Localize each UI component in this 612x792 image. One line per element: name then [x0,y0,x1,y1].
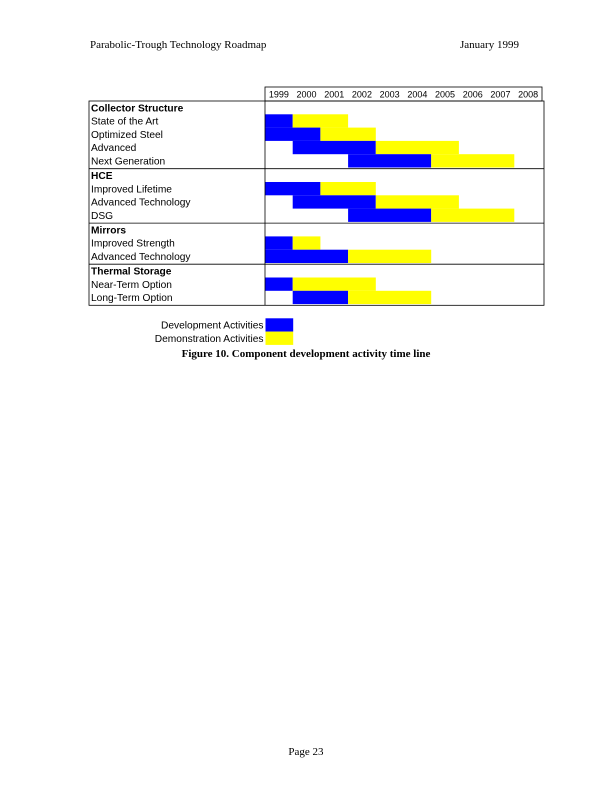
running-header-date: January 1999 [460,39,519,51]
development-bar [348,209,431,222]
row-label: Long-Term Option [91,293,173,305]
year-label: 1999 [268,89,289,100]
development-bar [265,114,293,127]
demonstration-bar [320,182,375,195]
year-label: 2004 [407,89,428,100]
legend-demonstration-label: Demonstration Activities [154,333,264,345]
group-heading: HCE [91,171,113,182]
row-label: Optimized Steel [91,129,163,141]
development-bar [265,236,293,249]
demonstration-bar [293,236,321,249]
development-bar [265,128,320,141]
group-heading: Thermal Storage [91,266,172,278]
year-label: 2005 [435,89,456,100]
legend-demonstration-swatch [266,332,294,345]
row-label: Advanced Technology [91,197,191,209]
demonstration-bar [293,114,348,127]
year-label: 2007 [490,89,511,100]
year-label: 2002 [351,89,372,100]
row-label: Improved Strength [91,238,175,250]
row-label: Next Generation [91,156,166,168]
development-bar [265,182,320,195]
demonstration-bar [431,209,514,222]
row-label: Advanced [91,143,137,155]
year-label: 2003 [379,89,400,100]
year-label: 2001 [324,89,345,100]
row-label: Near-Term Option [91,279,172,291]
row-label: Improved Lifetime [91,184,172,196]
group-heading: Mirrors [91,225,127,237]
page-number: Page 23 [288,746,324,758]
development-bar [293,141,376,154]
year-label: 2008 [518,89,539,100]
legend-development-swatch [266,318,294,331]
group-heading: Collector Structure [91,103,184,115]
development-bar [265,250,348,263]
row-label: DSG [91,210,114,222]
demonstration-bar [320,128,375,141]
year-label: 2000 [296,89,317,100]
development-bar [265,278,293,291]
row-label: Advanced Technology [91,252,191,263]
demonstration-bar [348,250,431,263]
running-header-title: Parabolic-Trough Technology Roadmap [90,39,267,51]
development-bar [293,195,376,208]
development-bar [293,291,348,304]
demonstration-bar [431,154,514,167]
demonstration-bar [376,195,459,208]
demonstration-bar [376,141,459,154]
development-bar [348,154,431,167]
legend-development-label: Development Activities [161,320,264,332]
demonstration-bar [293,278,376,291]
demonstration-bar [348,291,431,304]
row-label: State of the Art [91,116,159,128]
figure-caption: Figure 10. Component development activity time line [181,348,431,360]
year-label: 2006 [462,89,483,100]
